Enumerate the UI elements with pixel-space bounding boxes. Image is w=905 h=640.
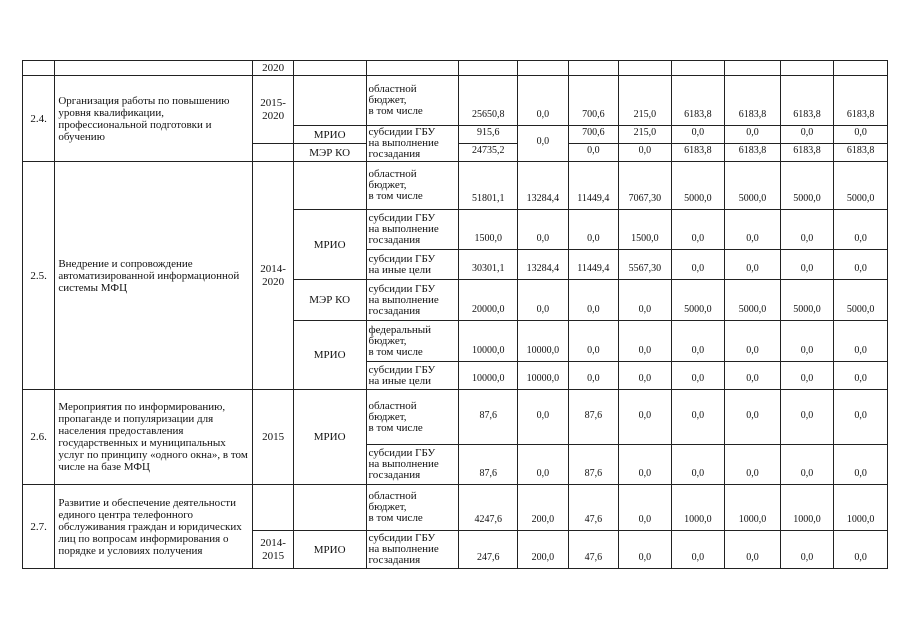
value-cell: 0,0 — [518, 76, 569, 126]
value-cell: 51801,1 — [459, 162, 518, 210]
row-number: 2.4. — [23, 76, 55, 162]
value-cell: 25650,8 — [459, 76, 518, 126]
value-cell: 0,0 — [518, 210, 569, 250]
value-cell: 0,0 — [834, 126, 888, 144]
value-cell: 0,0 — [780, 445, 834, 485]
value-cell: 6183,8 — [725, 76, 781, 126]
funding-source: субсидии ГБУ на выполнение госзадания — [366, 445, 459, 485]
funding-source: субсидии ГБУ на иные цели — [366, 250, 459, 280]
value-cell: 4247,6 — [459, 485, 518, 531]
value-cell: 0,0 — [518, 390, 569, 445]
value-cell: 13284,4 — [518, 250, 569, 280]
value-cell: 1500,0 — [459, 210, 518, 250]
value-cell: 6183,8 — [780, 144, 834, 162]
period-cell: 2014- 2020 — [253, 162, 293, 390]
value-cell: 0,0 — [671, 250, 725, 280]
value-cell: 0,0 — [780, 321, 834, 362]
value-cell: 5000,0 — [834, 280, 888, 321]
value-cell: 6183,8 — [671, 144, 725, 162]
value-cell: 10000,0 — [459, 321, 518, 362]
value-cell: 0,0 — [671, 445, 725, 485]
funding-source: федеральный бюджет, в том числе — [366, 321, 459, 362]
table-row — [23, 390, 888, 445]
measure-name: Внедрение и сопровождение автоматизированной информационной системы МФЦ — [55, 162, 253, 390]
value-cell: 200,0 — [518, 485, 569, 531]
value-cell: 0,0 — [619, 280, 672, 321]
value-cell: 0,0 — [619, 445, 672, 485]
value-cell: 5567,30 — [619, 250, 672, 280]
value-cell: 11449,4 — [568, 250, 619, 280]
executor-cell: МЭР КО — [293, 144, 366, 162]
value-cell: 0,0 — [619, 390, 672, 445]
table-row — [23, 485, 888, 531]
value-cell: 20000,0 — [459, 280, 518, 321]
value-cell: 0,0 — [619, 531, 672, 569]
row-number: 2.6. — [23, 390, 55, 485]
value-cell: 87,6 — [459, 390, 518, 445]
value-cell: 11449,4 — [568, 162, 619, 210]
value-cell: 5000,0 — [780, 280, 834, 321]
value-cell: 5000,0 — [780, 162, 834, 210]
value-cell: 0,0 — [780, 126, 834, 144]
value-cell: 10000,0 — [518, 321, 569, 362]
value-cell: 0,0 — [518, 280, 569, 321]
value-cell: 700,6 — [568, 76, 619, 126]
budget-table — [22, 60, 888, 569]
funding-source: областной бюджет, в том числе — [366, 485, 459, 531]
table-row — [23, 76, 888, 126]
executor-cell: МРИО — [293, 321, 366, 390]
value-cell: 6183,8 — [834, 144, 888, 162]
value-cell: 5000,0 — [671, 280, 725, 321]
value-cell: 0,0 — [671, 210, 725, 250]
value-cell: 0,0 — [671, 531, 725, 569]
value-cell: 700,6 — [568, 126, 619, 144]
value-cell: 87,6 — [568, 445, 619, 485]
value-cell: 0,0 — [619, 362, 672, 390]
value-cell: 1000,0 — [834, 485, 888, 531]
value-cell: 0,0 — [568, 362, 619, 390]
value-cell: 0,0 — [834, 390, 888, 445]
value-cell: 30301,1 — [459, 250, 518, 280]
executor-cell: МЭР КО — [293, 280, 366, 321]
value-cell: 5000,0 — [725, 162, 781, 210]
value-cell: 5000,0 — [671, 162, 725, 210]
funding-source: субсидии ГБУ на выполнение госзадания — [366, 126, 459, 162]
value-cell: 6183,8 — [780, 76, 834, 126]
value-cell: 0,0 — [834, 210, 888, 250]
executor-cell: МРИО — [293, 126, 366, 144]
funding-source: субсидии ГБУ на выполнение госзадания — [366, 280, 459, 321]
measure-name: Организация работы по повышению уровня квалификации, профессиональной подготовки и обучению — [55, 76, 253, 162]
value-cell: 0,0 — [619, 321, 672, 362]
value-cell: 0,0 — [780, 210, 834, 250]
value-cell: 0,0 — [725, 445, 781, 485]
value-cell: 0,0 — [780, 250, 834, 280]
funding-source: субсидии ГБУ на иные цели — [366, 362, 459, 390]
funding-source: областной бюджет, в том числе — [366, 390, 459, 445]
value-cell: 215,0 — [619, 126, 672, 144]
value-cell: 0,0 — [834, 321, 888, 362]
value-cell: 47,6 — [568, 531, 619, 569]
value-cell: 87,6 — [459, 445, 518, 485]
value-cell: 6183,8 — [725, 144, 781, 162]
executor-cell: МРИО — [293, 531, 366, 569]
value-cell: 0,0 — [671, 390, 725, 445]
value-cell: 0,0 — [671, 126, 725, 144]
value-cell: 0,0 — [518, 445, 569, 485]
value-cell: 0,0 — [568, 144, 619, 162]
value-cell: 0,0 — [725, 362, 781, 390]
value-cell: 5000,0 — [834, 162, 888, 210]
value-cell: 10000,0 — [518, 362, 569, 390]
value-cell: 0,0 — [725, 321, 781, 362]
period-cell: 2015 — [253, 390, 293, 485]
value-cell: 0,0 — [671, 321, 725, 362]
value-cell: 47,6 — [568, 485, 619, 531]
value-cell: 0,0 — [725, 210, 781, 250]
executor-cell: МРИО — [293, 210, 366, 280]
table-row-top — [23, 61, 888, 76]
value-cell: 0,0 — [780, 390, 834, 445]
budget-table-page — [22, 60, 888, 569]
value-cell: 6183,8 — [671, 76, 725, 126]
value-cell: 1000,0 — [780, 485, 834, 531]
value-cell: 200,0 — [518, 531, 569, 569]
value-cell: 0,0 — [568, 210, 619, 250]
value-cell: 0,0 — [780, 531, 834, 569]
funding-source: субсидии ГБУ на выполнение госзадания — [366, 531, 459, 569]
value-cell: 0,0 — [518, 126, 569, 162]
value-cell: 0,0 — [619, 485, 672, 531]
period-cell: 2014- 2015 — [253, 531, 293, 569]
value-cell: 1500,0 — [619, 210, 672, 250]
value-cell: 0,0 — [725, 390, 781, 445]
funding-source: субсидии ГБУ на выполнение госзадания — [366, 210, 459, 250]
value-cell: 215,0 — [619, 76, 672, 126]
row-number: 2.5. — [23, 162, 55, 390]
value-cell: 6183,8 — [834, 76, 888, 126]
value-cell: 0,0 — [834, 531, 888, 569]
row-number: 2.7. — [23, 485, 55, 569]
value-cell: 24735,2 — [459, 144, 518, 162]
value-cell: 0,0 — [671, 362, 725, 390]
value-cell: 0,0 — [568, 321, 619, 362]
value-cell: 5000,0 — [725, 280, 781, 321]
value-cell: 0,0 — [725, 250, 781, 280]
measure-name: Мероприятия по информированию, пропаганде и популяризации для населения предоставления государственных и муниципальных услуг по принципу «одного окна», в том числе на базе МФЦ — [55, 390, 253, 485]
value-cell: 13284,4 — [518, 162, 569, 210]
funding-source: областной бюджет, в том числе — [366, 162, 459, 210]
value-cell: 0,0 — [725, 531, 781, 569]
value-cell: 0,0 — [568, 280, 619, 321]
value-cell: 0,0 — [619, 144, 672, 162]
value-cell: 7067,30 — [619, 162, 672, 210]
measure-name: Развитие и обеспечение деятельности единого центра телефонного обслуживания граждан и юридических лиц по вопросам информирования о порядке и условиях получения — [55, 485, 253, 569]
period-cell: 2015- 2020 — [253, 76, 293, 144]
value-cell: 0,0 — [834, 445, 888, 485]
value-cell: 1000,0 — [725, 485, 781, 531]
value-cell: 87,6 — [568, 390, 619, 445]
value-cell: 0,0 — [725, 126, 781, 144]
funding-source: областной бюджет, в том числе — [366, 76, 459, 126]
value-cell: 915,6 — [459, 126, 518, 144]
value-cell: 0,0 — [834, 362, 888, 390]
executor-cell: МРИО — [293, 390, 366, 485]
value-cell: 0,0 — [834, 250, 888, 280]
period-cell: 2020 — [253, 61, 293, 76]
value-cell: 0,0 — [780, 362, 834, 390]
value-cell: 10000,0 — [459, 362, 518, 390]
value-cell: 1000,0 — [671, 485, 725, 531]
value-cell: 247,6 — [459, 531, 518, 569]
table-row — [23, 162, 888, 210]
